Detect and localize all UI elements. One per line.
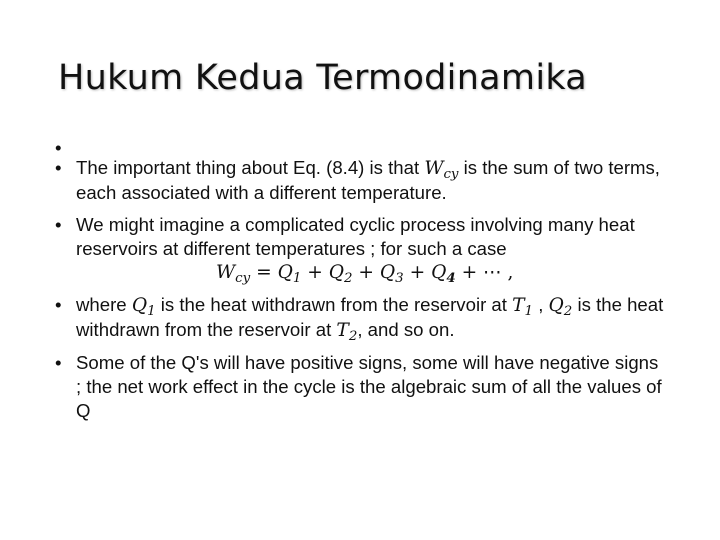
math-subscript: 2 <box>563 304 573 320</box>
text-segment: The important thing about Eq. (8.4) is that <box>76 157 425 178</box>
math-letter: Q <box>328 262 344 283</box>
math-subscript: 1 <box>147 304 156 320</box>
bullet-marker: • <box>55 157 62 178</box>
math-subscript: 3 <box>395 271 404 287</box>
math-letter: Q <box>277 262 293 283</box>
math-subscript: 2 <box>344 271 353 287</box>
math-letter: T <box>512 295 525 316</box>
bullet-text <box>76 156 665 205</box>
math-symbol <box>548 295 573 320</box>
slide-title: Hukum Kedua Termodinamika <box>58 58 588 98</box>
math-subscript: 1 <box>292 271 302 287</box>
math-symbol <box>424 158 459 183</box>
math-symbol <box>131 295 156 320</box>
text-segment: is the heat withdrawn from the reservoir at <box>155 294 513 315</box>
math-letter: T <box>336 320 349 341</box>
math-operator: + <box>352 262 380 283</box>
bullet-item-1 <box>55 156 665 205</box>
math-subscript: cy <box>235 271 251 287</box>
math-operator: + <box>301 262 329 283</box>
math-subscript: 2 <box>348 329 358 345</box>
bullet-marker: • <box>55 352 62 373</box>
bullet-text: Some of the Q's will have positive signs, some will have negative signs ; the net work effect in the cycle is the algebraic sum of all the values of Q <box>76 352 662 421</box>
math-letter: W <box>216 262 236 283</box>
math-operator: + <box>403 262 432 283</box>
bullet-item-3 <box>55 293 665 343</box>
text-segment: is the sum of two terms, each associated with a different temperature. <box>76 157 660 203</box>
bullet-item-4 <box>55 351 665 423</box>
bullet-text: We might imagine a complicated cyclic process involving many heat reservoirs at different temperatures ; for such a case <box>76 214 635 259</box>
math-letter: Q <box>379 262 396 283</box>
bullet-marker: • <box>55 137 62 158</box>
text-segment: , and so on. <box>357 319 455 340</box>
math-symbol <box>512 295 534 320</box>
math-subscript: 1 <box>524 304 534 320</box>
math-subscript: cy <box>443 167 459 183</box>
math-symbol <box>336 320 358 345</box>
math-letter: Q <box>131 295 148 316</box>
math-letter: Q <box>431 262 447 283</box>
bullet-marker: • <box>55 214 62 235</box>
bullet-item-2 <box>55 213 665 285</box>
math-subscript: 4 <box>446 270 456 287</box>
math-operator: = <box>250 262 278 283</box>
bullet-text <box>76 293 665 343</box>
text-segment: where <box>76 294 132 315</box>
text-segment: is the heat withdrawn from the reservoir at <box>76 294 664 340</box>
math-letter: Q <box>548 295 564 316</box>
bullet-marker: • <box>55 294 62 315</box>
math-operator: + ⋯ , <box>455 262 514 283</box>
bullet-list <box>55 137 665 431</box>
math-letter: W <box>424 158 444 179</box>
cycle-work-equation <box>76 261 665 285</box>
empty-bullet <box>55 137 665 158</box>
text-segment: , <box>533 294 549 315</box>
